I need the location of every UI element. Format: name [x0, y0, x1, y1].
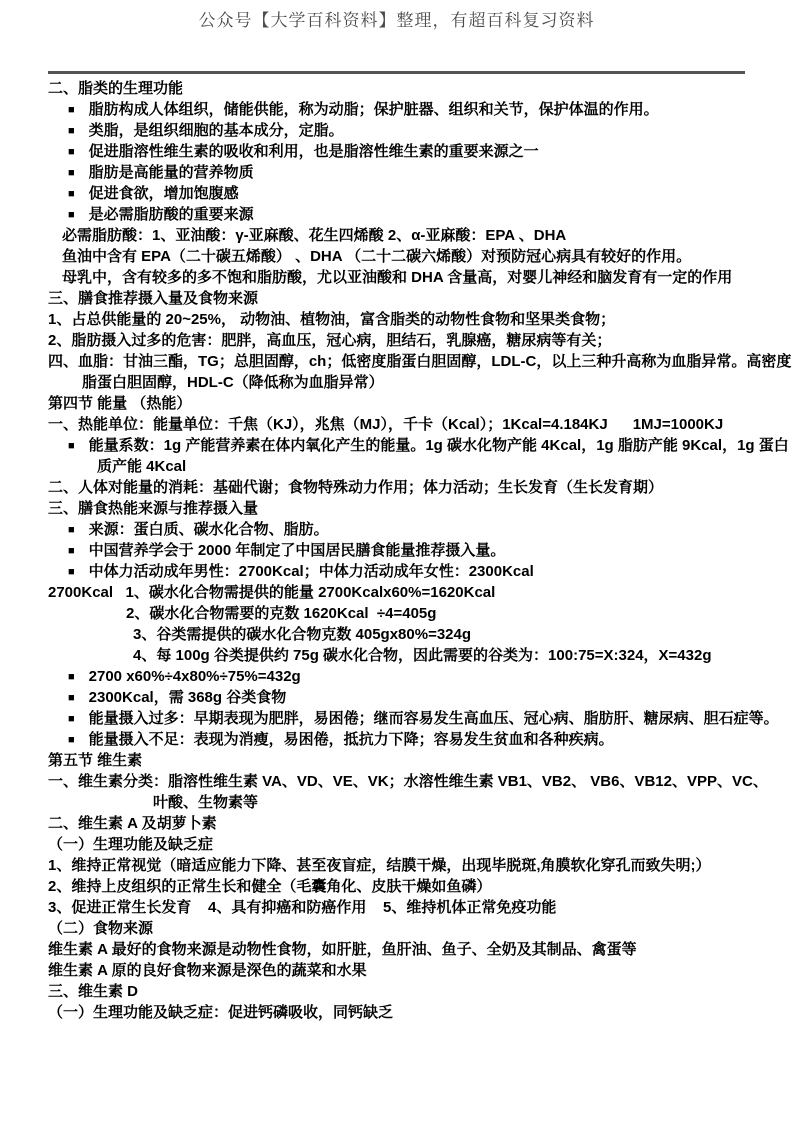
text-line: 第五节 维生素	[48, 752, 143, 769]
text-line: 质产能 4Kcal	[97, 458, 187, 475]
text-line: 脂蛋白胆固醇，HDL-C（降低称为血脂异常）	[82, 374, 384, 391]
text-line: 三、膳食热能来源与推荐摄入量	[48, 500, 259, 517]
bullet-square-icon: ■	[68, 125, 75, 137]
text-line: 2、碳水化合物需要的克数 1620Kcal ÷4=405g	[126, 605, 437, 622]
text-line: 4、每 100g 谷类提供约 75g 碳水化合物，因此需要的谷类为：100:75=X:324，X=432g	[133, 647, 712, 664]
text-line: 2、维持上皮组织的正常生长和健全（毛囊角化、皮肤干燥如鱼磷）	[48, 878, 492, 895]
bullet-square-icon: ■	[68, 566, 75, 578]
bullet-square-icon: ■	[68, 209, 75, 221]
text-line-label: 能量摄入过多：早期表现为肥胖，易困倦；继而容易发生高血压、冠心病、脂肪肝、糖尿病、胆石症等。	[88, 710, 779, 727]
bullet-square-icon: ■	[68, 146, 75, 158]
bullet-square-icon: ■	[68, 545, 75, 557]
bullet-square-icon: ■	[68, 524, 75, 536]
text-line	[68, 687, 793, 708]
text-line-label: 是必需脂肪酸的重要来源	[88, 206, 254, 223]
text-line: 维生素 A 最好的食物来源是动物性食物，如肝脏，鱼肝油、鱼子、全奶及其制品、禽蛋等	[48, 941, 637, 958]
text-line: 1、维持正常视觉（暗适应能力下降、甚至夜盲症，结膜干燥，出现毕脱斑,角膜软化穿孔而致失明;）	[48, 857, 711, 874]
text-line: 叶酸、生物素等	[153, 794, 259, 811]
bullet-square-icon: ■	[68, 671, 75, 683]
text-line	[68, 666, 793, 687]
text-line: 必需脂肪酸：1、亚油酸：γ-亚麻酸、花生四烯酸 2、α-亚麻酸：EPA 、DHA	[62, 227, 567, 244]
text-line	[68, 519, 793, 540]
document-body	[0, 78, 793, 1023]
header-divider-line	[48, 71, 745, 74]
bullet-square-icon: ■	[68, 167, 75, 179]
bullet-square-icon: ■	[68, 734, 75, 746]
text-line: 维生素 A 原的良好食物来源是深色的蔬菜和水果	[48, 962, 367, 979]
text-line-label: 中体力活动成年男性：2700Kcal；中体力活动成年女性：2300Kcal	[88, 563, 534, 580]
text-line: 3、谷类需提供的碳水化合物克数 405gx80%=324g	[133, 626, 472, 643]
text-line-label: 促进脂溶性维生素的吸收和利用，也是脂溶性维生素的重要来源之一	[88, 143, 539, 160]
text-line: 四、血脂：甘油三酯，TG；总胆固醇，ch；低密度脂蛋白胆固醇，LDL-C，以上三种升高称为血脂异常。高密度	[48, 353, 792, 370]
text-line	[68, 540, 793, 561]
text-line	[68, 162, 793, 183]
text-line-label: 脂肪是高能量的营养物质	[88, 164, 254, 181]
text-line: 母乳中，含有较多的多不饱和脂肪酸，尤以亚油酸和 DHA 含量高，对婴儿神经和脑发育有一定的作用	[62, 269, 733, 286]
text-line: 一、热能单位：能量单位：千焦（KJ），兆焦（MJ），千卡（Kcal）；1Kcal=4.184KJ 1MJ=1000KJ	[48, 416, 724, 433]
text-line: 三、膳食推荐摄入量及食物来源	[48, 290, 259, 307]
text-line: 2700Kcal 1、碳水化合物需提供的能量 2700Kcalx60%=1620Kcal	[48, 584, 496, 601]
text-line-label: 脂肪构成人体组织，储能供能，称为动脂；保护脏器、组织和关节，保护体温的作用。	[88, 101, 659, 118]
text-line: 1、占总供能量的 20~25%， 动物油、植物油，富含脂类的动物性食物和坚果类食物；	[48, 311, 616, 328]
text-line	[68, 561, 793, 582]
text-line: （一）生理功能及缺乏症	[48, 836, 214, 853]
page-header: 公众号【大学百科资料】整理，有超百科复习资料	[198, 11, 595, 30]
text-line	[68, 708, 793, 729]
text-line-label: 能量摄入不足：表现为消瘦，易困倦，抵抗力下降；容易发生贫血和各种疾病。	[88, 731, 614, 748]
text-line-label: 中国营养学会于 2000 年制定了中国居民膳食能量推荐摄入量。	[88, 542, 506, 559]
bullet-square-icon: ■	[68, 440, 75, 452]
text-line-label: 促进食欲，增加饱腹感	[88, 185, 239, 202]
text-line	[68, 141, 793, 162]
text-line	[68, 99, 793, 120]
text-line-label: 2700 x60%÷4x80%÷75%=432g	[88, 668, 301, 685]
text-line: 三、维生素 D	[48, 983, 139, 1000]
text-line: 二、人体对能量的消耗：基础代谢；食物特殊动力作用；体力活动；生长发育（生长发育期）	[48, 479, 664, 496]
text-line: 一、维生素分类：脂溶性维生素 VA、VD、VE、VK；水溶性维生素 VB1、VB2、 VB6、VB12、VPP、VC、	[48, 773, 768, 790]
text-line	[68, 183, 793, 204]
text-line	[68, 435, 793, 456]
bullet-square-icon: ■	[68, 692, 75, 704]
text-line: 2、脂肪摄入过多的危害：肥胖，高血压，冠心病，胆结石，乳腺癌，糖尿病等有关；	[48, 332, 612, 349]
bullet-square-icon: ■	[68, 188, 75, 200]
text-line: 二、维生素 A 及胡萝卜素	[48, 815, 217, 832]
bullet-square-icon: ■	[68, 713, 75, 725]
text-line: （一）生理功能及缺乏症：促进钙磷吸收，同钙缺乏	[48, 1004, 394, 1021]
text-line	[68, 120, 793, 141]
text-line-label: 来源：蛋白质、碳水化合物、脂肪。	[88, 521, 329, 538]
text-line-label: 类脂，是组织细胞的基本成分，定脂。	[88, 122, 344, 139]
text-line: 鱼油中含有 EPA（二十碳五烯酸） 、DHA （二十二碳六烯酸）对预防冠心病具有较好的作用。	[62, 248, 692, 265]
text-line: 3、促进正常生长发育 4、具有抑癌和防癌作用 5、维持机体正常免疫功能	[48, 899, 557, 916]
text-line: 第四节 能量 （热能）	[48, 395, 192, 412]
text-line: 二、脂类的生理功能	[48, 80, 184, 97]
bullet-square-icon: ■	[68, 104, 75, 116]
text-line	[68, 729, 793, 750]
text-line: （二）食物来源	[48, 920, 154, 937]
text-line-label: 能量系数：1g 产能营养素在体内氧化产生的能量。1g 碳水化物产能 4Kcal，1g 脂肪产能 9Kcal，1g 蛋白	[88, 437, 789, 454]
text-line-label: 2300Kcal，需 368g 谷类食物	[88, 689, 287, 706]
text-line	[68, 204, 793, 225]
